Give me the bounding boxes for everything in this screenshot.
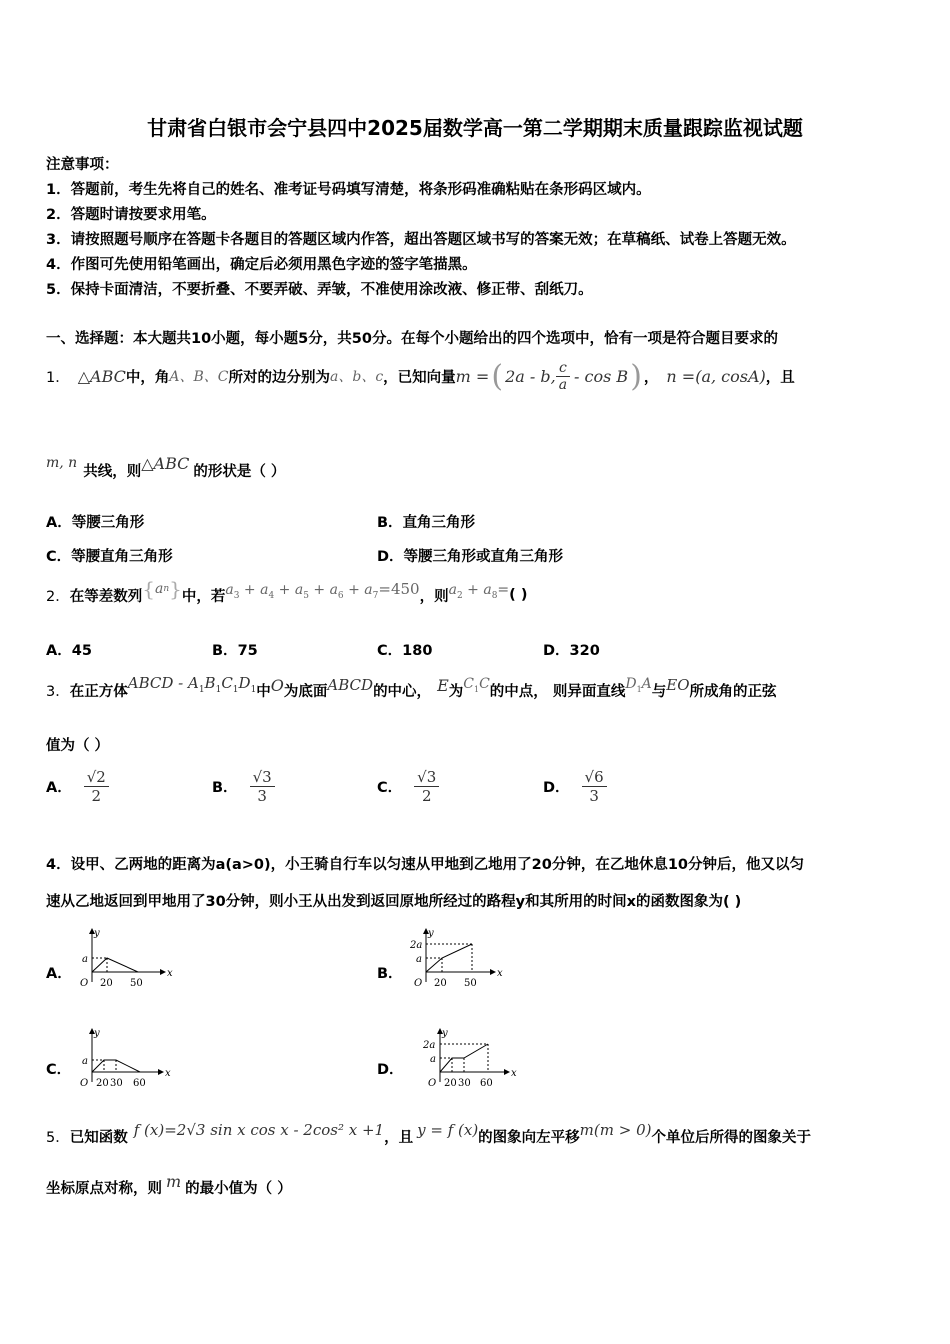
frac-den: 2 (91, 787, 102, 805)
text: ，则 (419, 588, 449, 605)
point-o: O (270, 675, 284, 695)
option-label: C． (46, 549, 72, 565)
text: 在等差数列 (69, 588, 143, 605)
option-a[interactable] (46, 639, 92, 660)
option-label: B． (212, 643, 238, 659)
tick-label-2a: 2a (410, 940, 423, 951)
notice-item: 3．请按照题号顺序在答题卡各题目的答题区域内作答，超出答题区域书写的答案无效；在草稿纸、试卷上答题无效。 (46, 232, 796, 248)
text: 共线，则 (83, 463, 142, 480)
idx: 2 (456, 591, 463, 602)
sub: 1 (232, 685, 239, 696)
fraction-c-over-a (556, 360, 570, 393)
option-c[interactable] (46, 545, 173, 566)
text: 的中心， (373, 683, 432, 700)
tick-label-2a: 2a (423, 1040, 436, 1051)
segment-c1c (463, 673, 490, 694)
vector-m (456, 359, 644, 394)
option-text: 45 (71, 643, 92, 659)
m-condition: m(m > 0) (579, 1121, 652, 1139)
idx: 8 (491, 591, 498, 602)
frac-den: a (558, 376, 568, 393)
segment-d1a (625, 673, 651, 694)
ask-eq: = (497, 581, 510, 598)
option-fraction (582, 768, 607, 805)
option-label: A． (46, 515, 72, 531)
question-4-line1: 4．设甲、乙两地的距离为a(a>0)，小王骑自行车以匀速从甲地到乙地用了20分钟，在乙地休息10分钟后，他又以匀 (46, 857, 805, 873)
sum-expression: $a_3 + a_4 + a_5 + a_6 + a_7=450$ (225, 579, 420, 602)
frac-den: 2 (421, 787, 432, 805)
text: 中 (256, 683, 271, 700)
text: ，已知向量 (383, 369, 456, 386)
notice-item: 5．保持卡面清洁，不要折叠、不要弄破、弄皱，不准使用涂改液、修正带、刮纸刀。 (46, 282, 593, 298)
option-text: 等腰三角形 (71, 515, 145, 531)
axis-x-label: x (167, 968, 173, 979)
m-part-a: 2a - b, (505, 366, 556, 386)
angles: A、B、C (169, 369, 229, 385)
a: a (364, 581, 373, 598)
variable-m: m (166, 1171, 182, 1191)
question-2 (46, 578, 527, 612)
answer-paren: ( ) (509, 587, 528, 603)
point-e: E (437, 675, 449, 695)
option-text: 180 (402, 643, 433, 659)
tick-label: 20 (96, 1078, 109, 1088)
option-fraction (250, 768, 275, 805)
a: a (448, 581, 457, 598)
option-label: D． (543, 780, 570, 796)
option-text: 等腰直角三角形 (71, 549, 173, 565)
option-fraction (84, 768, 109, 805)
tick-label: 30 (458, 1078, 471, 1088)
tick-label-a: a (416, 954, 422, 965)
option-d[interactable] (377, 545, 563, 566)
option-b[interactable] (212, 639, 258, 660)
sequence-an (142, 577, 182, 601)
option-label: B． (377, 515, 403, 531)
question-number: 3． (46, 683, 70, 700)
page-title: 甘肃省白银市会宁县四中2025届数学高一第二学期期末质量跟踪监视试题 (147, 116, 803, 140)
option-a-graph[interactable] (76, 924, 176, 990)
option-b[interactable] (212, 768, 275, 805)
text: ，且 (765, 369, 795, 386)
c: C (463, 676, 474, 693)
option-fraction (414, 768, 439, 805)
option-d-graph[interactable] (420, 1022, 520, 1088)
section-heading: 一、选择题：本大题共10小题，每小题5分，共50分。在每个小题给出的四个选项中，恰有一项是符合题目要求的 (46, 331, 778, 347)
option-label: D． (543, 643, 570, 659)
cube-part: ABCD - A (127, 673, 199, 692)
option-text: 320 (569, 643, 600, 659)
frac-num: √3 (250, 768, 275, 787)
question-3-line2: 值为（ ） (46, 738, 110, 754)
question-1-line2 (46, 455, 285, 485)
text: ， (643, 369, 659, 386)
option-label: A． (46, 780, 72, 796)
sub: 1 (198, 685, 205, 696)
notice-heading: 注意事项： (46, 157, 119, 173)
option-b[interactable] (377, 511, 475, 532)
option-b-graph[interactable] (406, 924, 506, 990)
option-label: B． (212, 780, 238, 796)
idx: 6 (337, 591, 344, 602)
notice-item: 1．答题前，考生先将自己的姓名、准考证号码填写清楚，将条形码准确粘贴在条形码区域内。 (46, 182, 651, 198)
sub: 1 (215, 685, 222, 696)
text: 在正方体 (69, 683, 128, 700)
notice-item: 2．答题时请按要求用笔。 (46, 207, 216, 223)
option-label: A． (46, 643, 72, 659)
a: A (641, 676, 652, 693)
idx: 4 (268, 591, 275, 602)
question-3-line1 (46, 672, 777, 708)
text: 中，若 (181, 588, 226, 605)
sides: a、b、c (330, 369, 384, 385)
cube-part: D (238, 673, 251, 692)
option-d[interactable] (543, 639, 600, 660)
text: 所成角的正弦 (689, 683, 777, 700)
option-text: 75 (237, 643, 258, 659)
text: 中，角 (125, 369, 170, 386)
paren-close: ) (630, 358, 642, 394)
text: 坐标原点对称，则 (46, 1180, 162, 1197)
m-part-b: - cos B (574, 366, 629, 386)
base-abcd: ABCD (327, 676, 374, 694)
function-y: y = f (x) (417, 1121, 479, 1139)
text: 所对的边分别为 (228, 369, 331, 386)
option-d[interactable] (543, 768, 607, 805)
option-c-label[interactable]: C． (46, 1062, 72, 1078)
sub: 1 (473, 685, 480, 695)
option-a[interactable] (46, 511, 144, 532)
text: 为 (448, 683, 464, 700)
a: a (294, 581, 304, 598)
frac-den: 3 (589, 787, 599, 805)
question-5-line1 (46, 1116, 811, 1156)
text: 的形状是（ ） (193, 463, 286, 480)
a: a (483, 581, 492, 598)
option-text: 直角三角形 (402, 515, 476, 531)
axis-y-label: y (442, 1028, 448, 1039)
frac-num: √3 (414, 768, 439, 787)
option-c-graph[interactable] (76, 1022, 176, 1088)
brace-close: } (169, 577, 182, 601)
triangle-abc: △ABC (77, 366, 126, 386)
axis-y-label: y (428, 928, 434, 939)
ask-expression: $a_2 + a_8=$ (448, 581, 510, 602)
tick-label-a: a (82, 954, 88, 965)
tick-label: 60 (133, 1078, 146, 1088)
tick-label-a: a (82, 1056, 88, 1067)
axis-y-label: y (94, 928, 100, 939)
tick-label: 50 (464, 978, 477, 989)
paren-open: ( (491, 358, 504, 394)
tick-label: 50 (130, 978, 143, 989)
sub: 1 (250, 685, 257, 696)
text: 个单位后所得的图象关于 (651, 1129, 811, 1146)
option-a[interactable] (46, 768, 109, 805)
text: ，且 (384, 1129, 414, 1146)
notice-item: 4．作图可先使用铅笔画出，确定后必须用黑色字迹的签字笔描黑。 (46, 257, 477, 273)
option-b-label[interactable]: B． (377, 966, 403, 982)
option-label: C． (377, 780, 403, 796)
cube-part: B (204, 673, 216, 692)
text: 的最小值为（ ） (185, 1180, 292, 1197)
function-definition: f (x)=2√3 sin x cos x - 2cos² x +1 (133, 1121, 385, 1139)
seq-n: n (163, 584, 170, 594)
question-number: 1． (46, 369, 70, 386)
idx: 5 (303, 591, 309, 602)
brace-open: { (142, 577, 155, 601)
idx: 3 (233, 591, 240, 602)
vector-n: n =(a, cosA) (666, 366, 766, 386)
tick-label: 20 (100, 978, 113, 989)
frac-den: 3 (257, 787, 267, 805)
tick-label-a: a (430, 1054, 436, 1065)
tick-label: 20 (434, 978, 447, 989)
frac-num: √6 (582, 768, 607, 787)
option-label: D． (377, 549, 404, 565)
sub: 1 (636, 685, 642, 695)
question-number: 2． (46, 588, 70, 605)
m-lhs: m = (455, 366, 490, 386)
text: 已知函数 (69, 1129, 128, 1146)
text: 与 (651, 683, 667, 700)
axis-x-label: x (511, 1068, 517, 1079)
cube-part: C (221, 673, 233, 692)
question-5-line2 (46, 1172, 292, 1202)
option-a-label[interactable]: A． (46, 966, 72, 982)
option-label: C． (377, 643, 403, 659)
a: a (260, 581, 269, 598)
seq-a: a (154, 581, 164, 597)
triangle-abc: △ABC (141, 453, 190, 473)
tick-label: 20 (444, 1078, 457, 1088)
origin-label: O (414, 978, 423, 989)
segment-eo: EO (666, 676, 690, 694)
option-c[interactable] (377, 639, 432, 660)
d: D (625, 676, 637, 693)
sum-eq: =450 (378, 579, 420, 598)
option-c[interactable] (377, 768, 439, 805)
text: 为底面 (283, 683, 328, 700)
origin-label: O (80, 978, 89, 989)
a: a (225, 581, 234, 598)
cube-name (128, 673, 257, 695)
text: 的中点， 则异面直线 (489, 683, 626, 700)
option-text: 等腰三角形或直角三角形 (403, 549, 564, 565)
mn: m, n (46, 455, 78, 471)
option-d-label[interactable]: D． (377, 1062, 404, 1078)
axis-x-label: x (497, 968, 503, 979)
axis-x-label: x (165, 1068, 171, 1079)
origin-label: O (80, 1078, 89, 1088)
c: C (479, 676, 490, 693)
tick-label: 60 (480, 1078, 493, 1088)
question-number: 5． (46, 1129, 70, 1146)
frac-num: c (556, 360, 570, 377)
question-4-line2: 速从乙地返回到甲地用了30分钟，则小王从出发到返回原地所经过的路程y和其所用的时间x的函数图象为( ) (46, 894, 742, 910)
origin-label: O (428, 1078, 437, 1088)
a: a (329, 581, 338, 598)
question-1-line1 (46, 354, 795, 398)
frac-num: √2 (84, 768, 109, 787)
tick-label: 30 (110, 1078, 123, 1088)
idx: 7 (372, 591, 379, 602)
text: 的图象向左平移 (478, 1129, 580, 1146)
axis-y-label: y (94, 1028, 100, 1039)
